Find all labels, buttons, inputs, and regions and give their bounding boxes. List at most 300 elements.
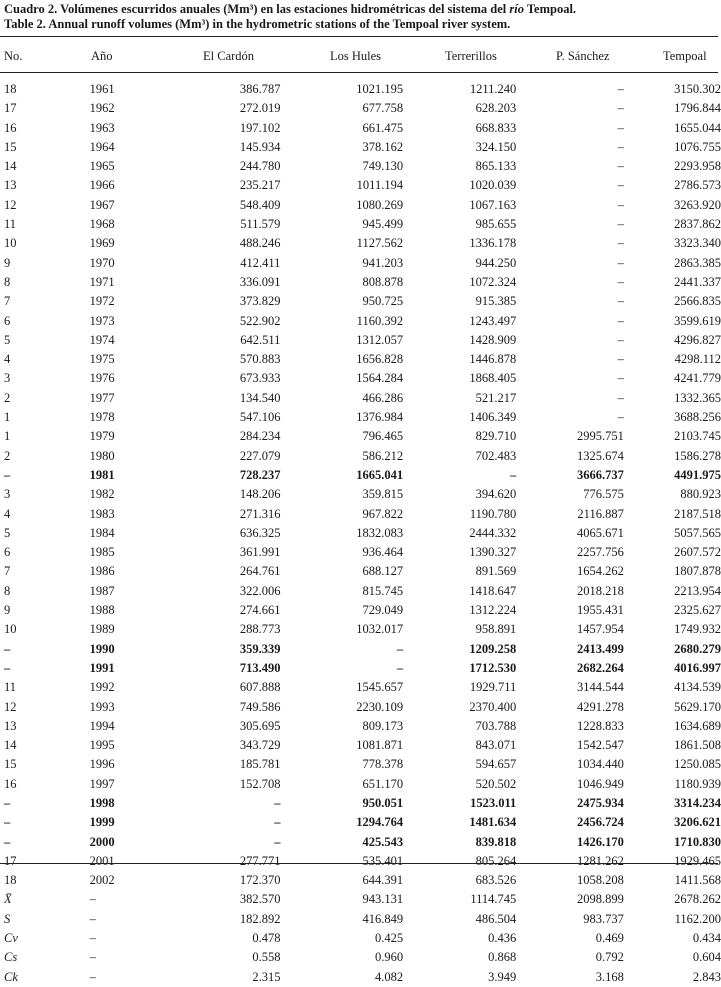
table-cell: 950.051 bbox=[362, 795, 404, 810]
table-cell: 5 bbox=[4, 332, 11, 347]
table-cell: 1180.939 bbox=[674, 776, 721, 791]
table-cell: 8 bbox=[4, 583, 11, 598]
table-cell: – bbox=[617, 410, 624, 425]
table-cell: 197.102 bbox=[239, 120, 281, 135]
stats-cell: 416.849 bbox=[362, 911, 404, 926]
caption-es-suffix: Tempoal. bbox=[523, 2, 577, 16]
table-cell: 1984 bbox=[89, 525, 115, 540]
table-cell: 1964 bbox=[89, 139, 115, 154]
table-cell: 1654.262 bbox=[576, 564, 624, 579]
table-cell: 749.130 bbox=[362, 159, 404, 174]
table-cell: 2444.332 bbox=[469, 525, 517, 540]
table-cell: 570.883 bbox=[239, 352, 281, 367]
table-cell: 1998 bbox=[89, 795, 115, 810]
table-row bbox=[0, 698, 721, 717]
table-cell: – bbox=[510, 467, 517, 482]
stats-cell: 2.843 bbox=[692, 969, 721, 984]
table-cell: 1634.689 bbox=[674, 718, 721, 733]
runoff-table bbox=[0, 80, 721, 987]
table-cell: 1665.041 bbox=[356, 467, 404, 482]
table-row bbox=[0, 620, 721, 639]
table-cell: 2456.724 bbox=[576, 815, 624, 830]
table-cell: 16 bbox=[4, 120, 17, 135]
table-cell: 1995 bbox=[89, 738, 115, 753]
table-cell: 3 bbox=[4, 487, 11, 502]
stats-cell: 1114.745 bbox=[470, 892, 517, 907]
table-cell: 3 bbox=[4, 371, 11, 386]
table-row bbox=[0, 485, 721, 504]
table-cell: – bbox=[617, 217, 624, 232]
table-cell: 915.385 bbox=[475, 294, 517, 309]
bottom-rule bbox=[0, 863, 718, 864]
table-cell: 2103.745 bbox=[674, 429, 721, 444]
header-p-sanchez: P. Sánchez bbox=[556, 49, 610, 63]
table-cell: – bbox=[617, 274, 624, 289]
table-cell: 4241.779 bbox=[674, 371, 721, 386]
table-cell: 843.071 bbox=[475, 738, 517, 753]
table-cell: – bbox=[617, 120, 624, 135]
table-row bbox=[0, 119, 721, 138]
table-cell: 1021.195 bbox=[356, 82, 404, 96]
header-tempoal: Tempoal bbox=[663, 49, 707, 63]
table-cell: 607.888 bbox=[239, 680, 281, 695]
stats-cell: 4.082 bbox=[374, 969, 404, 984]
table-row bbox=[0, 427, 721, 446]
table-cell: 15 bbox=[4, 757, 17, 772]
top-rule bbox=[0, 36, 718, 37]
table-cell: 2018.218 bbox=[576, 583, 624, 598]
table-row bbox=[0, 254, 721, 273]
table-cell: 14 bbox=[4, 738, 17, 753]
table-row bbox=[0, 678, 721, 697]
table-row bbox=[0, 80, 721, 99]
table-row bbox=[0, 601, 721, 620]
caption-es-prefix: Cuadro 2. Volúmenes escurridos anuales (Mm³) en las estaciones hidrométricas del sistema del bbox=[4, 2, 510, 16]
table-row bbox=[0, 215, 721, 234]
stats-cell: 983.737 bbox=[583, 911, 624, 926]
table-cell: 958.891 bbox=[475, 622, 517, 637]
table-cell: 466.286 bbox=[362, 390, 404, 405]
table-cell: 8 bbox=[4, 274, 11, 289]
table-cell: 1250.085 bbox=[674, 757, 721, 772]
table-cell: 244.780 bbox=[239, 159, 281, 174]
table-cell: 749.586 bbox=[239, 699, 281, 714]
table-cell: 3323.340 bbox=[674, 236, 721, 251]
stats-cell: 2678.262 bbox=[674, 892, 721, 907]
table-cell: 4296.827 bbox=[674, 332, 721, 347]
table-cell: 3150.302 bbox=[674, 82, 721, 96]
table-cell: – bbox=[617, 159, 624, 174]
table-cell: 4065.671 bbox=[576, 525, 624, 540]
table-cell: 1996 bbox=[89, 757, 115, 772]
table-cell: 343.729 bbox=[239, 738, 281, 753]
table-cell: – bbox=[617, 82, 624, 96]
table-cell: – bbox=[396, 641, 404, 656]
table-row bbox=[0, 505, 721, 524]
table-cell: – bbox=[4, 795, 11, 810]
stats-cell: 0.868 bbox=[488, 950, 517, 965]
table-cell: 1376.984 bbox=[356, 410, 404, 425]
table-cell: 1980 bbox=[89, 448, 115, 463]
table-cell: 274.661 bbox=[239, 603, 281, 618]
table-cell: 644.391 bbox=[362, 873, 404, 888]
table-cell: 18 bbox=[4, 82, 17, 96]
table-cell: 880.923 bbox=[680, 487, 721, 502]
table-cell: 796.465 bbox=[362, 429, 404, 444]
table-cell: 2257.756 bbox=[576, 545, 624, 560]
table-cell: 522.902 bbox=[239, 313, 281, 328]
table-row bbox=[0, 543, 721, 562]
table-cell: – bbox=[274, 795, 281, 810]
table-cell: 1983 bbox=[89, 506, 115, 521]
table-cell: – bbox=[274, 834, 281, 849]
table-cell: 2001 bbox=[89, 853, 115, 868]
table-cell: 4491.975 bbox=[674, 467, 721, 482]
table-row bbox=[0, 447, 721, 466]
table-cell: 5 bbox=[4, 525, 11, 540]
table-cell: 412.411 bbox=[240, 255, 281, 270]
table-row bbox=[0, 794, 721, 813]
table-cell: 4016.997 bbox=[674, 660, 721, 675]
table-row bbox=[0, 852, 721, 871]
stats-label: X̄ bbox=[4, 892, 12, 907]
table-cell: 642.511 bbox=[240, 332, 281, 347]
table-cell: 277.771 bbox=[239, 853, 281, 868]
stats-cell: 3.949 bbox=[488, 969, 517, 984]
table-cell: 425.543 bbox=[362, 834, 404, 849]
table-cell: 1970 bbox=[89, 255, 115, 270]
table-cell: 651.170 bbox=[362, 776, 404, 791]
stats-cell: 0.960 bbox=[374, 950, 404, 965]
caption-english: Table 2. Annual runoff volumes (Mm³) in the hydrometric stations of the Tempoal river system. bbox=[4, 17, 511, 31]
table-cell: 944.250 bbox=[475, 255, 517, 270]
table-cell: 1481.634 bbox=[469, 815, 517, 830]
table-cell: 1987 bbox=[89, 583, 115, 598]
table-cell: 2682.264 bbox=[576, 660, 624, 675]
table-cell: 1962 bbox=[89, 101, 115, 116]
table-cell: 15 bbox=[4, 139, 17, 154]
table-cell: 1955.431 bbox=[576, 603, 624, 618]
table-cell: – bbox=[617, 197, 624, 212]
table-cell: 2413.499 bbox=[576, 641, 624, 656]
header-el-cardon: El Cardón bbox=[203, 49, 255, 63]
table-row bbox=[0, 582, 721, 601]
stats-cell: – bbox=[89, 931, 96, 946]
table-cell: 1211.240 bbox=[469, 82, 517, 96]
table-row bbox=[0, 331, 721, 350]
table-cell: 5057.565 bbox=[674, 525, 721, 540]
table-cell: – bbox=[617, 313, 624, 328]
table-cell: 172.370 bbox=[239, 873, 281, 888]
table-cell: 1312.057 bbox=[356, 332, 404, 347]
table-cell: 1966 bbox=[89, 178, 115, 193]
table-cell: 6 bbox=[4, 313, 11, 328]
table-cell: 134.540 bbox=[239, 390, 281, 405]
table-cell: 548.409 bbox=[239, 197, 281, 212]
table-cell: 1991 bbox=[89, 660, 115, 675]
table-row bbox=[0, 99, 721, 118]
table-cell: 839.818 bbox=[475, 834, 517, 849]
table-cell: 1076.755 bbox=[674, 139, 721, 154]
table-cell: 1418.647 bbox=[469, 583, 517, 598]
stats-cell: 943.131 bbox=[362, 892, 404, 907]
table-cell: 703.788 bbox=[475, 718, 517, 733]
header-los-hules: Los Hules bbox=[330, 49, 382, 63]
table-cell: 2837.862 bbox=[674, 217, 721, 232]
table-cell: 11 bbox=[4, 217, 17, 232]
table-cell: 702.483 bbox=[475, 448, 517, 463]
table-cell: 359.339 bbox=[239, 641, 281, 656]
table-cell: 2293.958 bbox=[674, 159, 721, 174]
header-terrerillos: Terrerillos bbox=[445, 49, 497, 63]
table-cell: 152.708 bbox=[239, 776, 281, 791]
table-body bbox=[0, 80, 721, 987]
table-cell: 628.203 bbox=[475, 101, 517, 116]
table-cell: 9 bbox=[4, 255, 11, 270]
table-row bbox=[0, 234, 721, 253]
table-row bbox=[0, 640, 721, 659]
table-cell: 1209.258 bbox=[469, 641, 517, 656]
table-cell: 936.464 bbox=[362, 545, 404, 560]
table-cell: – bbox=[617, 352, 624, 367]
table-cell: 1542.547 bbox=[576, 738, 624, 753]
table-cell: 10 bbox=[4, 236, 17, 251]
table-cell: 1979 bbox=[89, 429, 115, 444]
table-cell: 361.991 bbox=[239, 545, 281, 560]
table-cell: 1969 bbox=[89, 236, 115, 251]
table-cell: 284.234 bbox=[239, 429, 281, 444]
table-cell: 1988 bbox=[89, 603, 115, 618]
stats-cell: 382.570 bbox=[239, 892, 281, 907]
table-cell: 776.575 bbox=[583, 487, 624, 502]
table-row bbox=[0, 176, 721, 195]
table-cell: 9 bbox=[4, 603, 11, 618]
table-cell: 1081.871 bbox=[356, 738, 404, 753]
table-cell: – bbox=[617, 294, 624, 309]
header-year: Año bbox=[91, 49, 113, 63]
table-cell: 185.781 bbox=[239, 757, 281, 772]
table-cell: 1985 bbox=[89, 545, 115, 560]
table-cell: 1710.830 bbox=[674, 834, 721, 849]
stats-cell: – bbox=[89, 892, 96, 907]
table-row bbox=[0, 562, 721, 581]
table-cell: 2000 bbox=[89, 834, 115, 849]
stats-cell: – bbox=[89, 911, 96, 926]
table-cell: 1080.269 bbox=[356, 197, 404, 212]
table-cell: 985.655 bbox=[475, 217, 517, 232]
table-cell: 1990 bbox=[89, 641, 115, 656]
table-cell: 1586.278 bbox=[674, 448, 721, 463]
table-caption bbox=[4, 2, 576, 32]
table-row bbox=[0, 138, 721, 157]
table-cell: 2786.573 bbox=[674, 178, 721, 193]
table-cell: 17 bbox=[4, 853, 17, 868]
table-cell: 941.203 bbox=[362, 255, 404, 270]
table-cell: 3263.920 bbox=[674, 197, 721, 212]
table-cell: 2213.954 bbox=[674, 583, 721, 598]
table-cell: 1656.828 bbox=[356, 352, 404, 367]
table-cell: 264.761 bbox=[239, 564, 281, 579]
table-row bbox=[0, 755, 721, 774]
stats-cell: 182.892 bbox=[239, 911, 281, 926]
table-cell: 11 bbox=[4, 680, 17, 695]
table-row bbox=[0, 659, 721, 678]
table-row bbox=[0, 312, 721, 331]
table-cell: 950.725 bbox=[362, 294, 404, 309]
table-cell: 1929.465 bbox=[674, 853, 721, 868]
table-cell: 2187.518 bbox=[674, 506, 721, 521]
table-cell: 1336.178 bbox=[469, 236, 517, 251]
table-cell: 1861.508 bbox=[674, 738, 721, 753]
table-cell: 322.006 bbox=[239, 583, 281, 598]
table-cell: 1961 bbox=[89, 82, 115, 96]
table-cell: 305.695 bbox=[239, 718, 281, 733]
table-cell: – bbox=[617, 139, 624, 154]
table-cell: 2680.279 bbox=[674, 641, 721, 656]
table-cell: 1986 bbox=[89, 564, 115, 579]
table-cell: 1426.170 bbox=[576, 834, 624, 849]
stats-label: Cv bbox=[4, 931, 18, 946]
table-cell: 1034.440 bbox=[576, 757, 624, 772]
table-cell: 668.833 bbox=[475, 120, 517, 135]
table-cell: 891.569 bbox=[475, 564, 517, 579]
table-cell: – bbox=[4, 660, 11, 675]
table-cell: 815.745 bbox=[362, 583, 404, 598]
table-cell: 2441.337 bbox=[674, 274, 721, 289]
table-cell: 2002 bbox=[89, 873, 115, 888]
table-cell: 1046.949 bbox=[576, 776, 624, 791]
table-cell: – bbox=[4, 467, 11, 482]
stats-row bbox=[0, 968, 721, 987]
table-cell: 1992 bbox=[89, 680, 115, 695]
table-cell: 1564.284 bbox=[356, 371, 404, 386]
table-cell: 1807.878 bbox=[674, 564, 721, 579]
table-cell: 1978 bbox=[89, 410, 115, 425]
table-cell: 1294.764 bbox=[356, 815, 404, 830]
table-row bbox=[0, 273, 721, 292]
caption-es-italic: río bbox=[509, 2, 524, 16]
table-cell: 713.490 bbox=[239, 660, 281, 675]
table-cell: – bbox=[617, 178, 624, 193]
table-cell: 4134.539 bbox=[674, 680, 721, 695]
table-row bbox=[0, 466, 721, 485]
table-cell: 1796.844 bbox=[674, 101, 721, 116]
stats-cell: – bbox=[89, 969, 96, 984]
table-cell: – bbox=[617, 101, 624, 116]
table-cell: 2863.385 bbox=[674, 255, 721, 270]
stats-cell: 2098.899 bbox=[576, 892, 624, 907]
table-cell: 594.657 bbox=[475, 757, 517, 772]
table-row bbox=[0, 717, 721, 736]
table-cell: 272.019 bbox=[239, 101, 281, 116]
table-cell: 18 bbox=[4, 873, 17, 888]
table-cell: 805.264 bbox=[475, 853, 517, 868]
table-cell: 1325.674 bbox=[576, 448, 624, 463]
table-cell: 2566.835 bbox=[674, 294, 721, 309]
table-cell: 728.237 bbox=[239, 467, 281, 482]
table-cell: 1243.497 bbox=[469, 313, 517, 328]
table-row bbox=[0, 196, 721, 215]
table-cell: 683.526 bbox=[475, 873, 517, 888]
table-cell: 4291.278 bbox=[576, 699, 624, 714]
table-cell: 1406.349 bbox=[469, 410, 517, 425]
table-row bbox=[0, 389, 721, 408]
table-cell: 1981 bbox=[89, 467, 115, 482]
table-cell: 3688.256 bbox=[674, 410, 721, 425]
table-cell: 7 bbox=[4, 294, 11, 309]
stats-cell: 0.425 bbox=[374, 931, 404, 946]
table-cell: 3314.234 bbox=[674, 795, 721, 810]
stats-label: S bbox=[4, 911, 11, 926]
table-cell: 586.212 bbox=[362, 448, 404, 463]
table-cell: 1190.780 bbox=[469, 506, 517, 521]
stats-label: Cs bbox=[4, 950, 18, 965]
table-row bbox=[0, 408, 721, 427]
header-no: No. bbox=[4, 49, 23, 63]
stats-cell: 0.478 bbox=[252, 931, 281, 946]
table-cell: 1868.405 bbox=[469, 371, 517, 386]
table-cell: 636.325 bbox=[239, 525, 281, 540]
stats-label: Ck bbox=[4, 969, 18, 984]
table-cell: 1929.711 bbox=[469, 680, 517, 695]
table-cell: 677.758 bbox=[362, 101, 404, 116]
table-cell: 336.091 bbox=[239, 274, 281, 289]
table-cell: 288.773 bbox=[239, 622, 281, 637]
table-cell: 12 bbox=[4, 197, 17, 212]
table-cell: 148.206 bbox=[239, 487, 281, 502]
caption-spanish bbox=[4, 2, 576, 17]
table-cell: 661.475 bbox=[362, 120, 404, 135]
table-cell: 1963 bbox=[89, 120, 115, 135]
table-cell: 1072.324 bbox=[469, 274, 517, 289]
table-cell: 547.106 bbox=[239, 410, 281, 425]
table-cell: 2230.109 bbox=[356, 699, 404, 714]
table-cell: 1997 bbox=[89, 776, 115, 791]
table-cell: 1972 bbox=[89, 294, 115, 309]
table-cell: 394.620 bbox=[475, 487, 517, 502]
table-cell: 535.401 bbox=[362, 853, 404, 868]
table-cell: 829.710 bbox=[475, 429, 517, 444]
stats-row bbox=[0, 890, 721, 909]
table-cell: 3599.619 bbox=[674, 313, 721, 328]
table-row bbox=[0, 292, 721, 311]
table-cell: 1973 bbox=[89, 313, 115, 328]
table-cell: 945.499 bbox=[362, 217, 404, 232]
stats-cell: 3.168 bbox=[595, 969, 624, 984]
table-cell: 1446.878 bbox=[469, 352, 517, 367]
table-cell: 673.933 bbox=[239, 371, 281, 386]
table-cell: 1977 bbox=[89, 390, 115, 405]
table-cell: 1281.262 bbox=[576, 853, 624, 868]
table-cell: – bbox=[4, 641, 11, 656]
table-cell: 13 bbox=[4, 178, 17, 193]
table-cell: 1523.011 bbox=[470, 795, 517, 810]
stats-cell: 0.792 bbox=[595, 950, 624, 965]
table-row bbox=[0, 369, 721, 388]
table-cell: 1067.163 bbox=[469, 197, 517, 212]
table-cell: 1965 bbox=[89, 159, 115, 174]
table-cell: 324.150 bbox=[475, 139, 517, 154]
table-cell: 1 bbox=[4, 429, 11, 444]
table-cell: 1993 bbox=[89, 699, 115, 714]
table-cell: 778.378 bbox=[362, 757, 404, 772]
table-cell: 5629.170 bbox=[674, 699, 721, 714]
table-cell: 865.133 bbox=[475, 159, 517, 174]
table-cell: 1832.083 bbox=[356, 525, 404, 540]
stats-row bbox=[0, 929, 721, 948]
table-cell: 3666.737 bbox=[576, 467, 624, 482]
table-cell: 1411.568 bbox=[674, 873, 721, 888]
